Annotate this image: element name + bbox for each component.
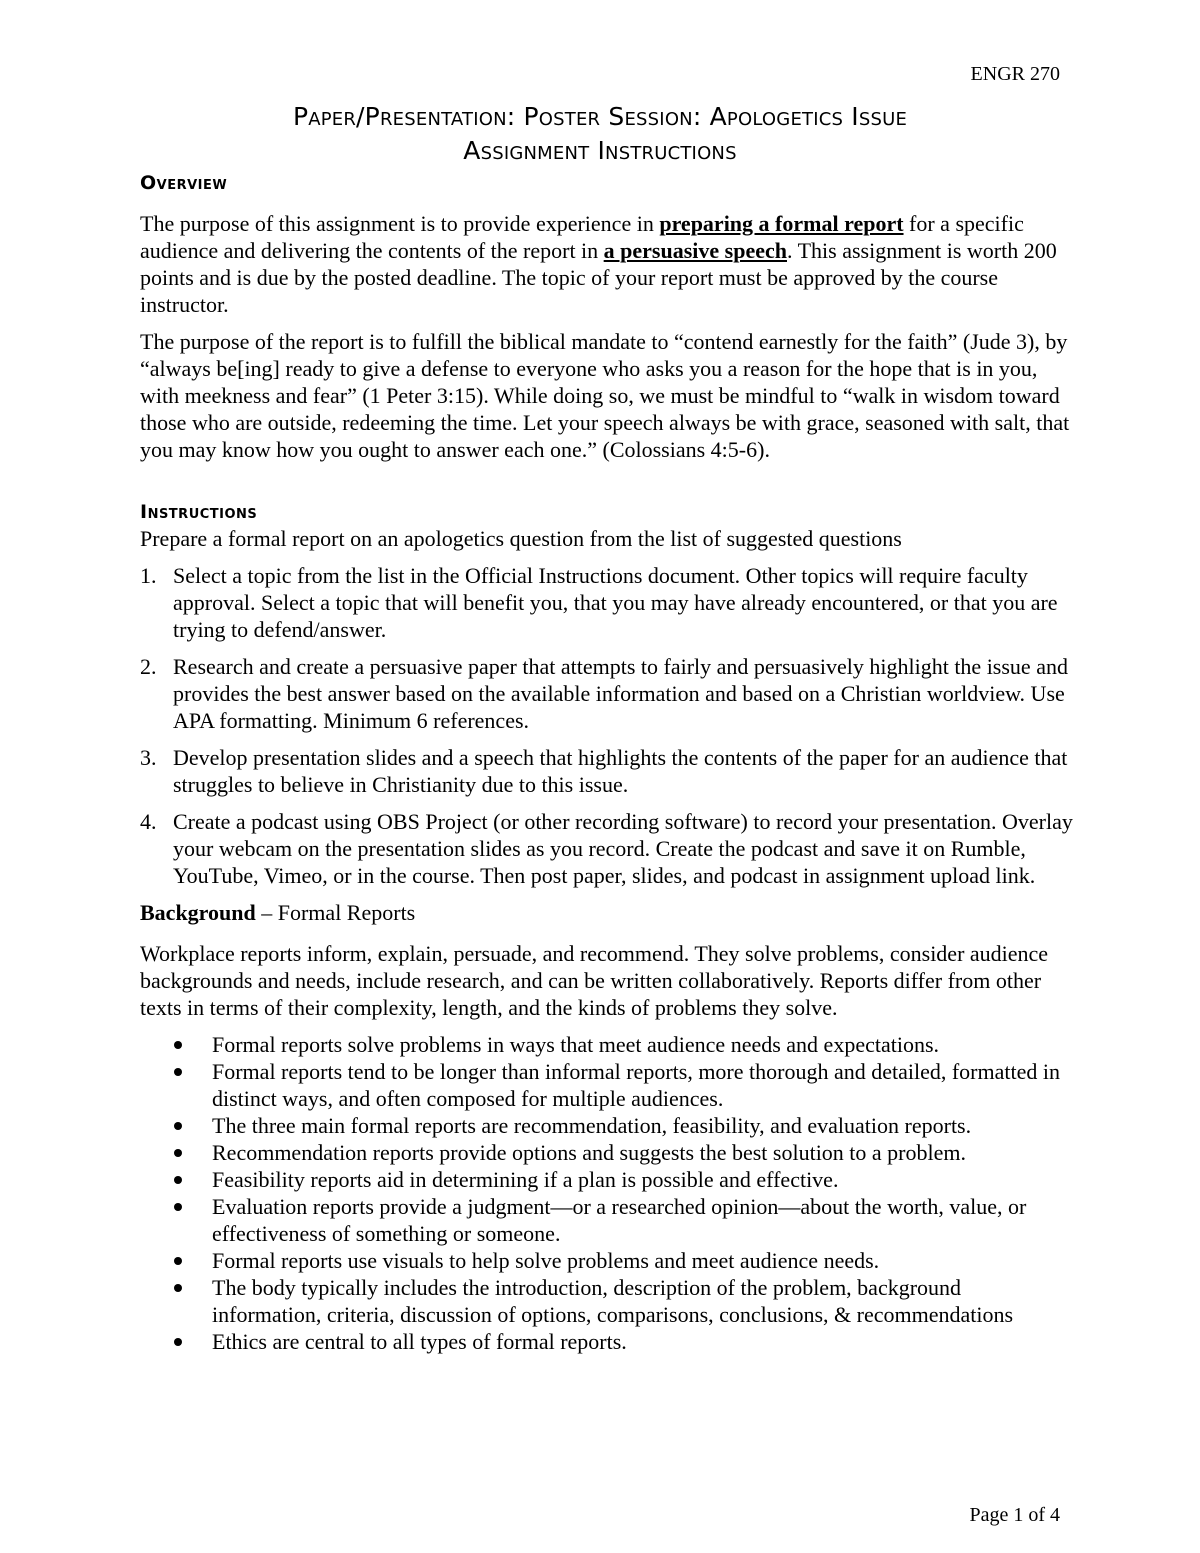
purpose-paragraph: The purpose of the report is to fulfill the biblical mandate to “contend earnestly for the faith” (Jude 3), by “always be[ing] ready to give a defense to everyone who asks you a reason for the hope that is in you, with meekness and fear” (1 Peter 3:15). While doing so, we must be mindful to “walk in wisdom toward those who are outside, redeeming the time. Let your speech always be with grace, seasoned with salt, that you may know how you ought to answer each one.” (Colossians 4:5-6). <box>140 329 1070 462</box>
step-item <box>140 744 1075 798</box>
step-text: Develop presentation slides and a speech that highlights the contents of the paper for an audience that struggles to believe in Christianity due to this issue. <box>173 745 1068 797</box>
step-number: 2. <box>140 654 157 679</box>
bullet-dot-icon <box>174 1068 182 1076</box>
bullet-text: Formal reports solve problems in ways that meet audience needs and expectations. <box>212 1032 940 1057</box>
bullet-text: Feasibility reports aid in determining if a plan is possible and effective. <box>212 1167 839 1192</box>
step-text: Select a topic from the list in the Official Instructions document. Other topics will require faculty approval. Select a topic that will benefit you, that you may have already encountered, or that you are trying to defend/answer. <box>173 563 1058 642</box>
overview-paragraph <box>140 210 1075 318</box>
overview-text-c: . This assignment is worth 200 points and is due by the posted deadline. The topic of your report must be approved by the course instructor. <box>140 238 1057 317</box>
bullet-text: Evaluation reports provide a judgment—or a researched opinion—about the worth, value, or effectiveness of something or someone. <box>212 1194 1027 1246</box>
bullet-item <box>140 1139 1075 1166</box>
step-text: Research and create a persuasive paper that attempts to fairly and persuasively highlight the issue and provides the best answer based on the available information and based on a Christian worldview. Use APA formatting. Minimum 6 references. <box>173 654 1068 733</box>
bullet-item <box>140 1247 1075 1274</box>
step-item <box>140 562 1075 643</box>
bullet-dot-icon <box>174 1284 182 1292</box>
title-line-1: Paper/Presentation: Poster Session: Apologetics Issue <box>292 102 908 131</box>
bullet-dot-icon <box>174 1338 182 1346</box>
page-number: Page 1 of 4 <box>969 1504 1060 1526</box>
bullet-text: Formal reports use visuals to help solve problems and meet audience needs. <box>212 1248 880 1273</box>
step-number: 3. <box>140 745 157 770</box>
step-text: Create a podcast using OBS Project (or other recording software) to record your presentation. Overlay your webcam on the presentation slides as you record. Create the podcast and save it on Rumble, YouTube, Vimeo, or in the course. Then post paper, slides, and podcast in assignment upload link. <box>173 809 1073 888</box>
bullet-item <box>140 1112 1075 1139</box>
formal-report-emphasis: preparing a formal report <box>659 211 904 236</box>
bullet-item <box>140 1193 1075 1247</box>
bullet-text: The body typically includes the introduction, description of the problem, background information, criteria, discussion of options, comparisons, conclusions, & recommendations <box>212 1275 1014 1327</box>
bullet-text: Formal reports tend to be longer than informal reports, more thorough and detailed, formatted in distinct ways, and often composed for multiple audiences. <box>212 1059 1060 1111</box>
title-line-2: Assignment Instructions <box>463 136 737 165</box>
step-number: 4. <box>140 809 157 834</box>
bullet-dot-icon <box>174 1041 182 1049</box>
instruction-steps <box>140 562 1075 889</box>
formal-report-bullets <box>140 1031 1075 1355</box>
bullet-dot-icon <box>174 1176 182 1184</box>
bullet-dot-icon <box>174 1257 182 1265</box>
bullet-text: The three main formal reports are recommendation, feasibility, and evaluation reports. <box>212 1113 972 1138</box>
bullet-dot-icon <box>174 1122 182 1130</box>
course-code: ENGR 270 <box>970 63 1060 85</box>
bullet-dot-icon <box>174 1149 182 1157</box>
document-body <box>140 170 1075 1355</box>
bullet-item <box>140 1328 1075 1355</box>
instructions-heading: Instructions <box>140 501 258 523</box>
bullet-text: Ethics are central to all types of formal reports. <box>212 1329 627 1354</box>
step-item <box>140 653 1075 734</box>
bullet-text: Recommendation reports provide options and suggests the best solution to a problem. <box>212 1140 966 1165</box>
bullet-item <box>140 1274 1075 1328</box>
background-label-bold: Background <box>140 900 256 925</box>
overview-text-b: for a specific audience and delivering the contents of the report in <box>140 211 1024 263</box>
background-paragraph: Workplace reports inform, explain, persuade, and recommend. They solve problems, consider audience backgrounds and needs, include research, and can be written collaboratively. Reports differ from other texts in terms of their complexity, length, and the kinds of problems they solve. <box>140 941 1049 1020</box>
bullet-dot-icon <box>174 1203 182 1211</box>
bullet-item <box>140 1058 1075 1112</box>
document-title <box>140 100 1060 168</box>
instructions-intro: Prepare a formal report on an apologetics question from the list of suggested questions <box>140 526 902 551</box>
bullet-item <box>140 1166 1075 1193</box>
step-number: 1. <box>140 563 157 588</box>
overview-heading: Overview <box>140 172 228 194</box>
persuasive-speech-emphasis: a persuasive speech <box>603 238 787 263</box>
background-label <box>140 899 1075 926</box>
step-item <box>140 808 1075 889</box>
background-label-rest: – Formal Reports <box>255 900 416 925</box>
overview-text-a: The purpose of this assignment is to provide experience in <box>140 211 660 236</box>
bullet-item <box>140 1031 1075 1058</box>
